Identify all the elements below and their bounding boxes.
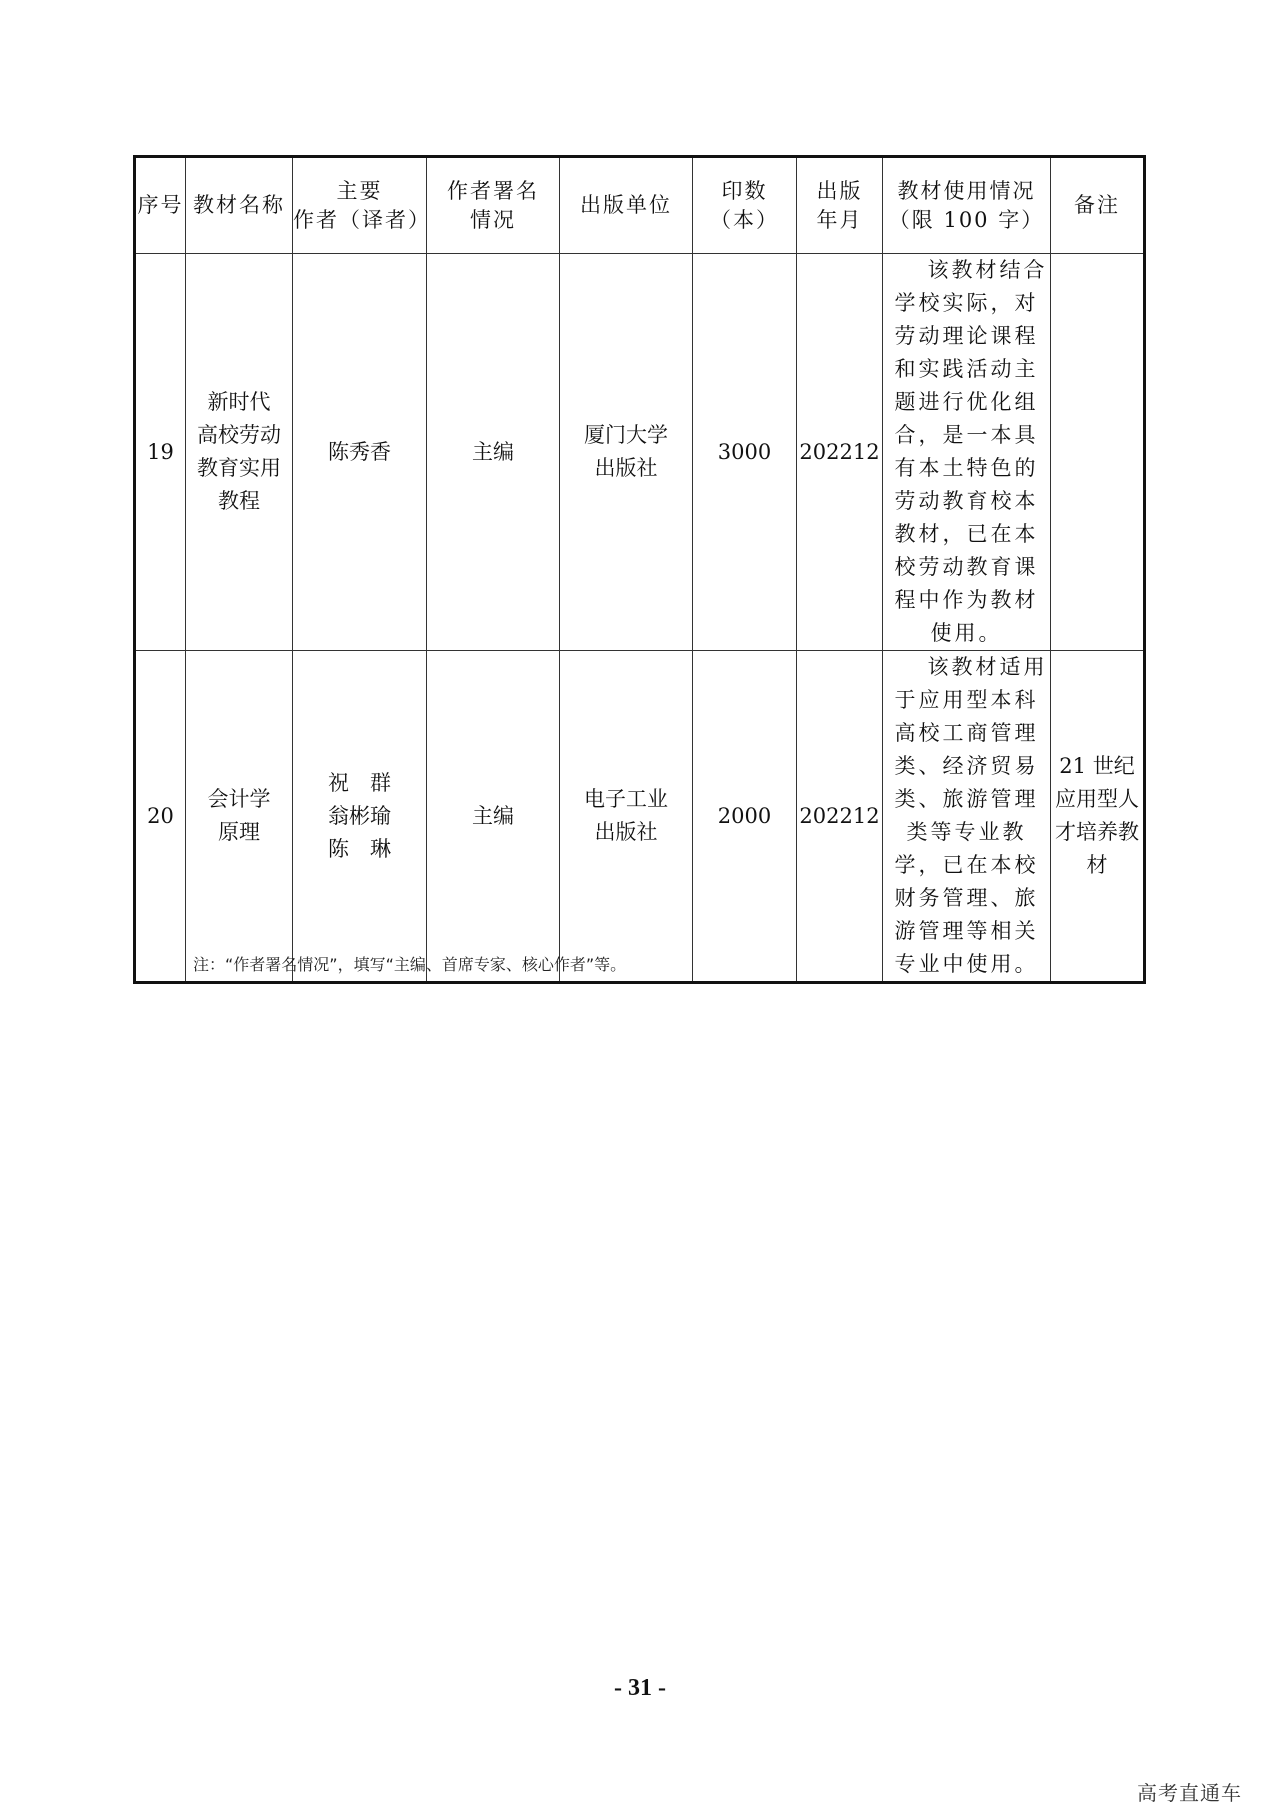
header-row <box>135 157 1145 254</box>
watermark-text: 高考直通车 <box>1137 1781 1242 1805</box>
cell-usage <box>883 254 1051 651</box>
header-name: 教材名称 <box>186 157 293 254</box>
cell-publisher: 电子工业 出版社 <box>560 651 693 983</box>
table-row <box>135 254 1145 651</box>
cell-name: 新时代 高校劳动 教育实用 教程 <box>186 254 293 651</box>
cell-seq: 20 <box>135 651 186 983</box>
cell-author: 祝 群 翁彬瑜 陈 琳 <box>293 651 427 983</box>
page-number: - 31 - <box>614 1675 666 1701</box>
usage-text: 该教材结合学校实际，对劳动理论课程和实践活动主题进行优化组合，是一本具有本土特色的劳动教育校本教材，已在本校劳动教育课程中作为教材使用。 <box>894 258 1048 645</box>
cell-author: 陈秀香 <box>293 254 427 651</box>
cell-remark <box>1051 254 1145 651</box>
cell-seq: 19 <box>135 254 186 651</box>
table-note: 注：“作者署名情况”，填写“主编、首席专家、核心作者”等。 <box>193 955 627 974</box>
cell-publisher: 厦门大学 出版社 <box>560 254 693 651</box>
table-row <box>135 651 1145 983</box>
header-remark: 备注 <box>1051 157 1145 254</box>
cell-role: 主编 <box>427 254 560 651</box>
header-publisher: 出版单位 <box>560 157 693 254</box>
header-date: 出版 年月 <box>797 157 883 254</box>
textbook-table <box>133 155 1146 984</box>
cell-name: 会计学 原理 <box>186 651 293 983</box>
header-seq: 序号 <box>135 157 186 254</box>
cell-date: 202212 <box>797 651 883 983</box>
cell-remark: 21 世纪应用型人才培养教材 <box>1051 651 1145 983</box>
cell-date: 202212 <box>797 254 883 651</box>
header-usage: 教材使用情况 （限 100 字） <box>883 157 1051 254</box>
cell-prints: 3000 <box>693 254 797 651</box>
cell-usage <box>883 651 1051 983</box>
header-role: 作者署名 情况 <box>427 157 560 254</box>
header-author: 主要 作者（译者） <box>293 157 427 254</box>
header-prints: 印数 （本） <box>693 157 797 254</box>
usage-text: 该教材适用于应用型本科高校工商管理类、经济贸易类、旅游管理类等专业教学，已在本校财务管理、旅游管理等相关专业中使用。 <box>894 655 1048 976</box>
cell-prints: 2000 <box>693 651 797 983</box>
cell-role: 主编 <box>427 651 560 983</box>
